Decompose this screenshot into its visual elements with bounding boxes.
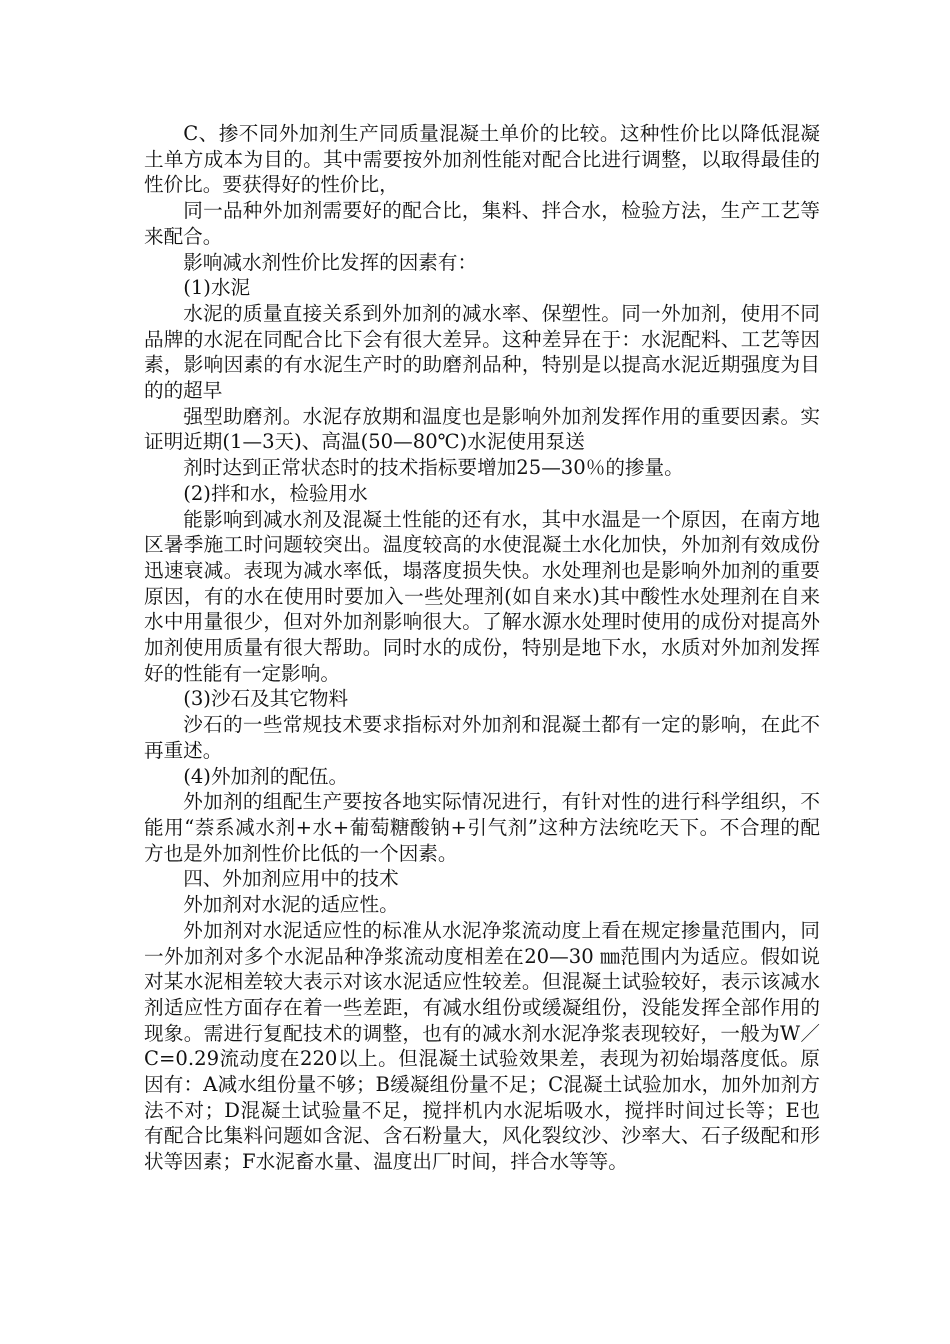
heading-sand-stone: (3)沙石及其它物料	[183, 687, 349, 711]
paragraph-sand-stone: 沙石的一些常规技术要求指标对外加剂和混凝土都有一定的影响，在此不再重述。	[144, 713, 820, 762]
heading-adaptability: 外加剂对水泥的适应性。	[183, 893, 399, 917]
paragraph-grinding-aid: 强型助磨剂。水泥存放期和温度也是影响外加剂发挥作用的重要因素。实证明近期(1—3天)、高温(50—80℃)水泥使用泵送	[144, 404, 820, 454]
heading-section-four: 四、外加剂应用中的技术	[183, 867, 399, 891]
paragraph-admixture-formula: 外加剂的组配生产要按各地实际情况进行，有针对性的进行科学组织，不能用“萘系减水剂+水+葡萄糖酸钠+引气剂”这种方法统吃天下。不合理的配方也是外加剂性价比低的一个因素。	[144, 790, 820, 865]
paragraph-same-variety: 同一品种外加剂需要好的配合比，集料、拌合水，检验方法，生产工艺等来配合。	[144, 199, 820, 248]
paragraph-dosage-increase: 剂时达到正常状态时的技术指标要增加25—30％的掺量。	[183, 456, 684, 480]
paragraph-adaptability: 外加剂对水泥适应性的标准从水泥净浆流动度上看在规定掺量范围内，同一外加剂对多个水泥品种净浆流动度相差在20—30 ㎜范围内为适应。假如说对某水泥相差较大表示对该水泥适应性较差。但混凝土试验较好，表示该减水剂适应性方面存在着一些差距，有减水组份或缓凝组份，没能发挥全部作用的现象。需进行复配技术的调整，也有的减水剂水泥净浆表现较好，一般为W／C=0.29流动度在220以上。但混凝土试验效果差，表现为初始塌落度低。原因有：A减水组份量不够；B缓凝组份量不足；C混凝土试验加水，加外加剂方法不对；D混凝土试验量不足，搅拌机内水泥垢吸水，搅拌时间过长等；E也有配合比集料问题如含泥、含石粉量大，风化裂纹沙、沙率大、石子级配和形状等因素；F水泥畜水量、温度出厂时间，拌合水等等。	[144, 918, 820, 1174]
heading-admixture-formula: (4)外加剂的配伍。	[183, 764, 349, 788]
paragraph-water-influence: 能影响到减水剂及混凝土性能的还有水，其中水温是一个原因，在南方地区暑季施工时问题较突出。温度较高的水使混凝土水化加快，外加剂有效成份迅速衰减。表现为减水率低，塌落度损失快。水处理剂也是影响外加剂的重要原因，有的水在使用时要加入一些处理剂(如自来水)其中酸性水处理剂在自来水中用量很少，但对外加剂影响很大。了解水源水处理时使用的成份对提高外加剂使用质量有很大帮助。同时水的成份，特别是地下水，水质对外加剂发挥好的性能有一定影响。	[144, 507, 820, 685]
paragraph-cement-quality: 水泥的质量直接关系到外加剂的减水率、保塑性。同一外加剂，使用不同品牌的水泥在同配合比下会有很大差异。这种差异在于：水泥配料、工艺等因素，影响因素的有水泥生产时的助磨剂品种，特别是以提高水泥近期强度为目的的超早	[144, 301, 820, 403]
document-body	[144, 121, 820, 1175]
paragraph-influencing-factors: 影响减水剂性价比发挥的因素有：	[183, 250, 478, 274]
heading-mixing-water: (2)拌和水，检验用水	[183, 481, 368, 505]
paragraph-price-comparison: C、掺不同外加剂生产同质量混凝土单价的比较。这种性价比以降低混凝土单方成本为目的。其中需要按外加剂性能对配合比进行调整，以取得最佳的性价比。要获得好的性价比，	[144, 122, 820, 197]
heading-cement: (1)水泥	[183, 276, 251, 300]
